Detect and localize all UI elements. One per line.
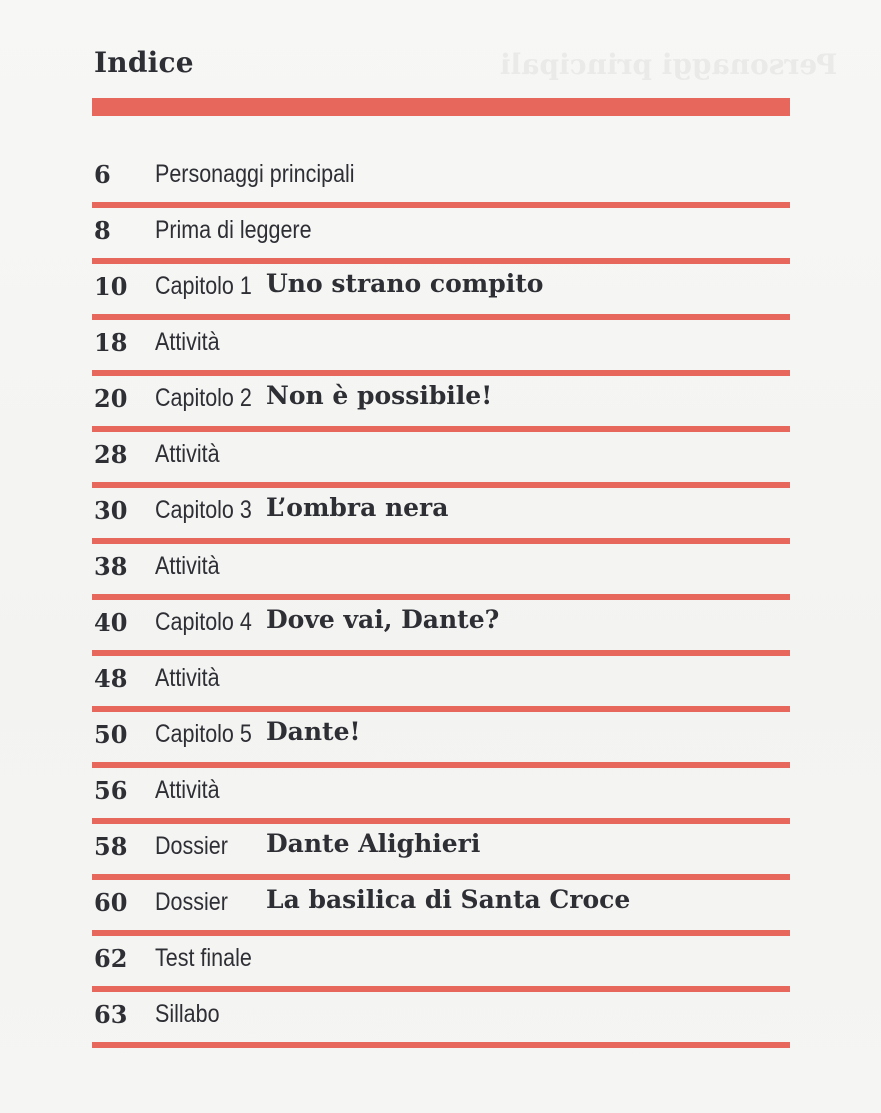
toc-page-number: 18 bbox=[94, 328, 128, 357]
toc-page-number: 30 bbox=[94, 496, 128, 525]
toc-row bbox=[92, 824, 790, 880]
toc-row bbox=[92, 264, 790, 320]
toc-label: Attività bbox=[155, 440, 220, 468]
toc-label: Capitolo 5 bbox=[155, 720, 252, 748]
toc-title: Uno strano compito bbox=[266, 269, 544, 298]
toc-page-number: 20 bbox=[94, 384, 128, 413]
show-through-text: Personaggi principali bbox=[500, 48, 838, 81]
toc-page-number: 50 bbox=[94, 720, 128, 749]
toc-title: Dove vai, Dante? bbox=[266, 605, 500, 634]
toc-label: Attività bbox=[155, 328, 220, 356]
toc-page-number: 10 bbox=[94, 272, 128, 301]
toc-title: La basilica di Santa Croce bbox=[266, 885, 631, 914]
page-title: Indice bbox=[94, 46, 194, 79]
toc-rule bbox=[92, 1042, 790, 1048]
toc-label: Attività bbox=[155, 552, 220, 580]
toc-page-number: 28 bbox=[94, 440, 128, 469]
toc-page-number: 58 bbox=[94, 832, 128, 861]
toc-row bbox=[92, 376, 790, 432]
toc-page-number: 6 bbox=[94, 160, 111, 189]
toc-title: L’ombra nera bbox=[266, 493, 449, 522]
toc-row bbox=[92, 320, 790, 376]
toc-label: Capitolo 2 bbox=[155, 384, 252, 412]
toc-label: Attività bbox=[155, 776, 220, 804]
toc-label: Capitolo 4 bbox=[155, 608, 252, 636]
toc-title: Dante! bbox=[266, 717, 361, 746]
toc-page-number: 63 bbox=[94, 1000, 128, 1029]
toc-label: Prima di leggere bbox=[155, 216, 312, 244]
toc-row bbox=[92, 544, 790, 600]
toc-row bbox=[92, 880, 790, 936]
toc-row bbox=[92, 768, 790, 824]
toc-page-number: 56 bbox=[94, 776, 128, 805]
toc-label: Sillabo bbox=[155, 1000, 220, 1028]
toc-page-number: 60 bbox=[94, 888, 128, 917]
toc-row bbox=[92, 432, 790, 488]
toc-page-number: 38 bbox=[94, 552, 128, 581]
toc-row bbox=[92, 712, 790, 768]
toc-label: Test finale bbox=[155, 944, 252, 972]
toc-label: Personaggi principali bbox=[155, 160, 355, 188]
toc-title: Dante Alighieri bbox=[266, 829, 481, 858]
toc-row bbox=[92, 992, 790, 1048]
toc-page-number: 8 bbox=[94, 216, 111, 245]
toc-label: Dossier bbox=[155, 832, 228, 860]
toc-label: Capitolo 1 bbox=[155, 272, 252, 300]
toc-label: Capitolo 3 bbox=[155, 496, 252, 524]
toc-row bbox=[92, 208, 790, 264]
toc-page-number: 40 bbox=[94, 608, 128, 637]
toc-row bbox=[92, 936, 790, 992]
toc-row bbox=[92, 600, 790, 656]
toc-row bbox=[92, 488, 790, 544]
toc-title: Non è possibile! bbox=[266, 381, 493, 410]
toc-label: Dossier bbox=[155, 888, 228, 916]
toc-label: Attività bbox=[155, 664, 220, 692]
toc-row bbox=[92, 656, 790, 712]
toc-page-number: 48 bbox=[94, 664, 128, 693]
toc-page-number: 62 bbox=[94, 944, 128, 973]
toc-row bbox=[92, 152, 790, 208]
